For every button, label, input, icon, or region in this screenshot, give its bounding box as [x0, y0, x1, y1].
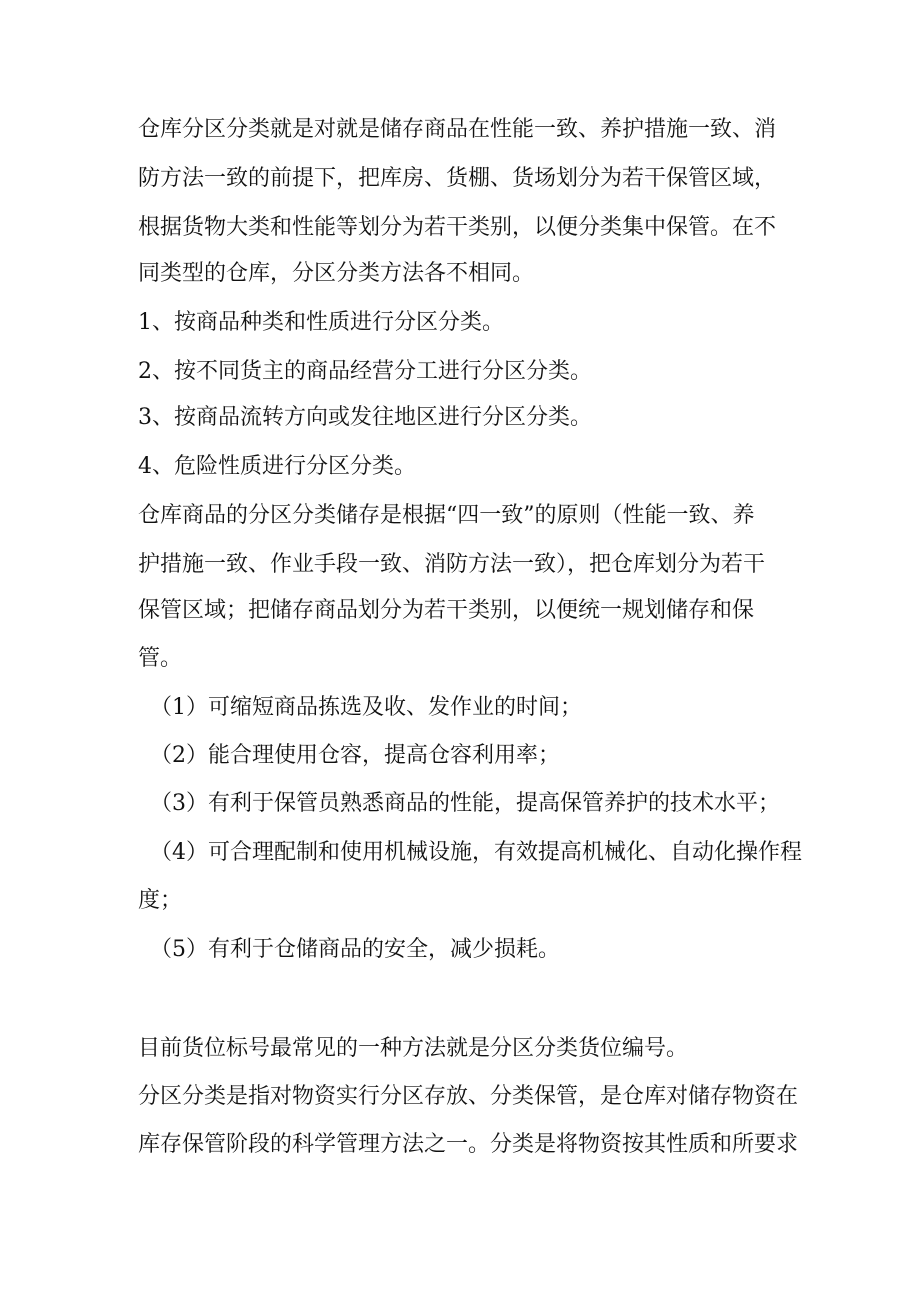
method-item-2: 2、按不同货主的商品经营分工进行分区分类。 — [138, 359, 592, 384]
benefit-item-2: （2）能合理使用仓容，提高仓容利用率； — [150, 743, 560, 768]
method-item-1: 1、按商品种类和性质进行分区分类。 — [138, 310, 504, 335]
paragraph-1-line-2: 防方法一致的前提下，把库房、货棚、货场划分为若干保管区域， — [138, 166, 777, 191]
benefit-item-5: （5）有利于仓储商品的安全，减少损耗。 — [150, 937, 560, 962]
benefit-item-3: （3）有利于保管员熟悉商品的性能，提高保管养护的技术水平； — [150, 791, 780, 816]
benefit-item-1: （1）可缩短商品拣选及收、发作业的时间； — [150, 695, 582, 720]
benefit-item-4-line-2: 度； — [138, 888, 183, 913]
paragraph-2-line-2: 护措施一致、作业手段一致、消防方法一致），把仓库划分为若干 — [138, 552, 766, 577]
paragraph-2-line-4: 管。 — [138, 646, 183, 671]
benefit-item-4-line-1: （4）可合理配制和使用机械设施，有效提高机械化、自动化操作程 — [150, 840, 802, 865]
paragraph-4-line-1: 分区分类是指对物资实行分区存放、分类保管，是仓库对储存物资在 — [138, 1084, 799, 1109]
paragraph-1-line-1: 仓库分区分类就是对就是储存商品在性能一致、养护措施一致、消 — [138, 117, 777, 142]
method-item-3: 3、按商品流转方向或发往地区进行分区分类。 — [138, 405, 592, 430]
paragraph-2-line-1: 仓库商品的分区分类储存是根据“四一致”的原则（性能一致、养 — [138, 503, 755, 528]
method-item-4: 4、危险性质进行分区分类。 — [138, 454, 416, 479]
paragraph-4-line-2: 库存保管阶段的科学管理方法之一。分类是将物资按其性质和所要求 — [138, 1132, 799, 1157]
paragraph-1-line-3: 根据货物大类和性能等划分为若干类别，以便分类集中保管。在不 — [138, 215, 777, 240]
paragraph-1-line-4: 同类型的仓库，分区分类方法各不相同。 — [138, 261, 535, 286]
paragraph-3: 目前货位标号最常见的一种方法就是分区分类货位编号。 — [138, 1036, 689, 1061]
paragraph-2-line-3: 保管区域；把储存商品划分为若干类别，以便统一规划储存和保 — [138, 598, 755, 623]
